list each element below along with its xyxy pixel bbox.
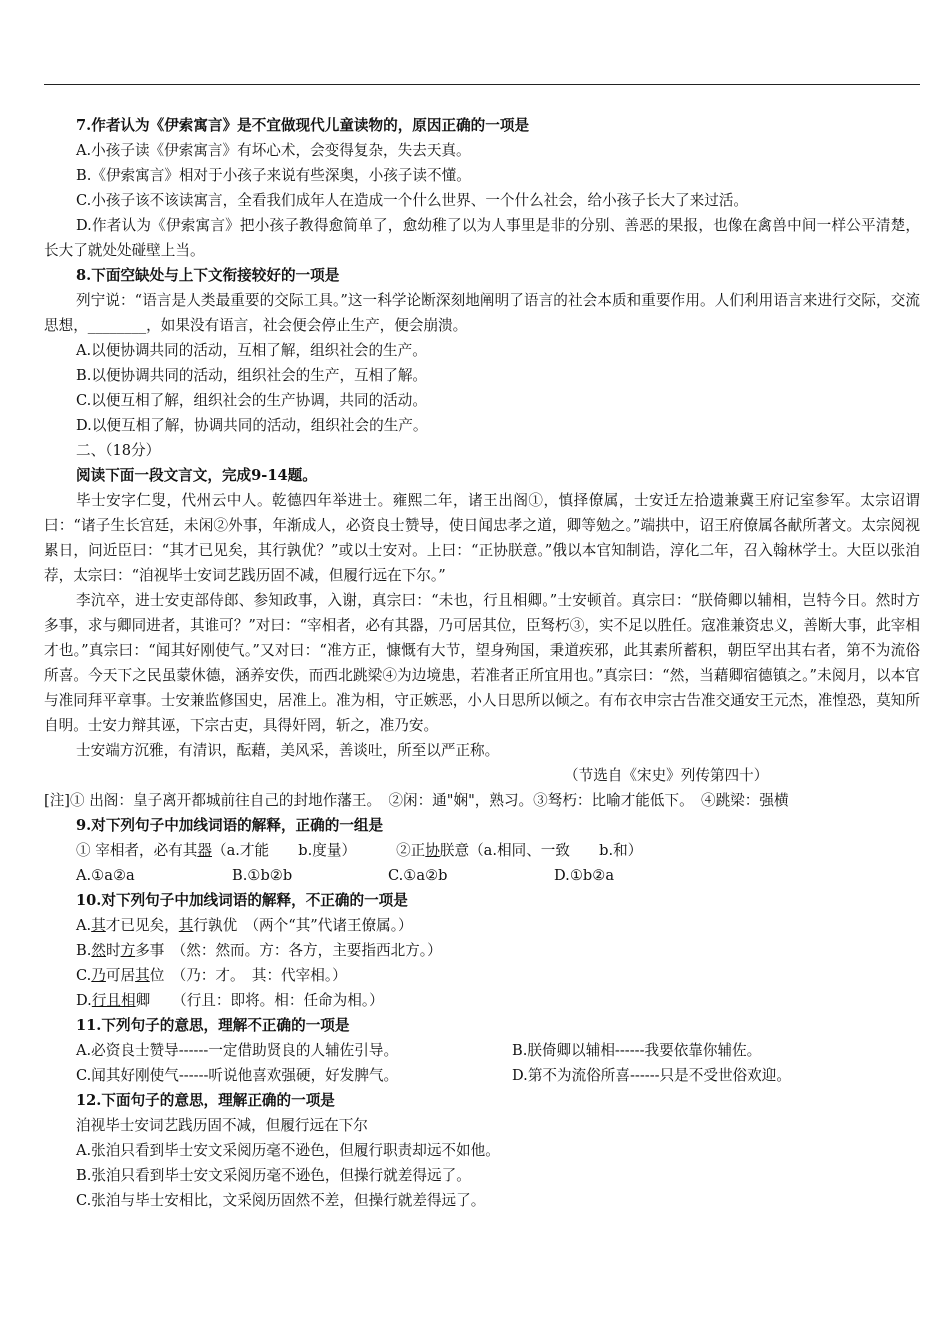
q9-item2-word: 协 (425, 842, 440, 859)
q10-stem: 10.对下列句子中加线词语的解释，不正确的一项是 (76, 892, 408, 909)
passage-paragraph-1: 毕士安字仁叟，代州云中人。乾德四年举进士。雍熙二年，诸王出阁①，慎择僚属，士安迁左拾遗兼冀王府记室参军。太宗诏谓曰：“诸子生长宫廷，未闲②外事，年渐成人，必资良士赞导，使日闻忠孝之道，卿等勉之。”端拱中，诏王府僚属各献所著文。太宗阅视累日，问近臣曰：“其才已见矣，其行孰优？”或以士安对。上曰：“正协朕意。”俄以本官知制诰，淳化二年，召入翰林学士。大臣以张洎荐，太宗曰：“洎视毕士安词艺践历固不减，但履行远在下尔。” (44, 492, 920, 584)
q10-b-post: 多事 （然：然而。方：各方，主要指西北方。） (135, 942, 442, 959)
q10-c-mid: 可居 (105, 967, 136, 984)
q10-b-label: B. (76, 942, 92, 959)
q10-option-d (44, 988, 920, 1013)
q10-option-c (44, 963, 920, 988)
q11-options-row1 (44, 1038, 920, 1063)
section-heading: 二、（18分） (76, 442, 161, 459)
q11-stem: 11.下列句子的意思，理解不正确的一项是 (76, 1017, 350, 1034)
q10-option-a (44, 913, 920, 938)
q11-option-c: C.闻其好刚使气------听说他喜欢强硬，好发脾气。 (76, 1067, 399, 1084)
passage-paragraph-2: 李沆卒，进士安吏部侍郎、参知政事，入谢，真宗曰：“未也，行且相卿。”士安顿首。真宗曰：“朕倚卿以辅相，岂特今日。然时方多事，求与卿同进者，其谁可？”对曰：“宰相者，必有其器，乃可居其位，臣驽朽③，实不足以胜任。寇准兼资忠义，善断大事，此宰相才也。”真宗曰：“闻其好刚使气。”又对曰：“准方正，慷慨有大节，望身殉国，秉道疾邪，此其素所蓄积，朝臣罕出其右者，第不为流俗所喜。今天下之民虽蒙休德，涵养安佚，而西北跳梁④为边境患，若准者正所宜用也。”真宗曰：“然，当藉卿宿德镇之。”未阅月，以本官与准同拜平章事。士安兼监修国史，居准上。准为相，守正嫉恶，小人日思所以倾之。有布衣申宗古告准交通安王元杰，准惶恐，莫知所自明。士安力辩其诬，下宗古吏，具得奸罔，斩之，准乃安。 (44, 592, 920, 734)
q9-option-c: C.①a②b (388, 867, 448, 884)
passage-note: [注]① 出阁：皇子离开都城前往自己的封地作藩王。 ②闲：通"娴"，熟习。③驽朽：比喻才能低下。 ④跳梁：强横 (44, 792, 789, 809)
q9-item1-post: （a.才能 b.度量） (212, 842, 357, 859)
q10-b-mid: 时 (105, 942, 121, 959)
q10-d-post: 卿 （行且：即将。相：任命为相。） (135, 992, 384, 1009)
q10-a-label: A. (76, 917, 92, 934)
q10-a-word2: 其 (178, 917, 194, 934)
q9-option-d: D.①b②a (554, 867, 615, 884)
q8-stem: 8.下面空缺处与上下文衔接较好的一项是 (76, 267, 340, 284)
q7-option-c: C.小孩子该不该读寓言，全看我们成年人在造成一个什么世界、一个什么社会，给小孩子长大了来过活。 (76, 192, 749, 209)
q10-b-word2: 方 (120, 942, 136, 959)
q10-option-b (44, 938, 920, 963)
q11-option-a: A.必资良士赞导------一定借助贤良的人辅佐引导。 (76, 1042, 399, 1059)
q9-item1-pre: ① 宰相者，必有其 (76, 842, 198, 859)
q11-options-row2 (44, 1063, 920, 1088)
q10-c-word2: 其 (135, 967, 150, 984)
q12-option-a: A.张洎只看到毕士安文采阅历毫不逊色，但履行职责却远不如他。 (76, 1142, 500, 1159)
passage-paragraph-3: 士安端方沉雅，有清识，酝藉，美风采，善谈吐，所至以严正称。 (76, 742, 500, 759)
q10-c-word1: 乃 (91, 967, 106, 984)
reading-instruction: 阅读下面一段文言文，完成9-14题。 (76, 467, 317, 484)
q10-b-word1: 然 (91, 942, 106, 959)
q10-d-word1: 行且相 (91, 992, 136, 1009)
top-rule (44, 84, 920, 85)
q9-options (44, 863, 920, 888)
q8-option-c: C.以便互相了解，组织社会的生产协调，共同的活动。 (76, 392, 427, 409)
q9-item2-post: 朕意（a.相同、一致 b.和） (439, 842, 643, 859)
q7-option-d: D.作者认为《伊索寓言》把小孩子教得愈简单了，愈幼稚了以为人事里是非的分别、善恶的果报，也像在禽兽中间一样公平清楚，长大了就处处碰壁上当。 (44, 217, 920, 259)
q8-option-b: B.以便协调共同的活动，组织社会的生产，互相了解。 (76, 367, 428, 384)
q7-stem: 7.作者认为《伊索寓言》是不宜做现代儿童读物的，原因正确的一项是 (76, 117, 530, 134)
q12-option-c: C.张洎与毕士安相比，文采阅历固然不差，但操行就差得远了。 (76, 1192, 486, 1209)
q10-c-label: C. (76, 967, 92, 984)
q10-a-word1: 其 (91, 917, 106, 934)
q8-passage: 列宁说：“语言是人类最重要的交际工具。”这一科学论断深刻地阐明了语言的社会本质和重要作用。人们利用语言来进行交际，交流思想，________，如果没有语言，社会便会停止生产，便会崩溃。 (44, 292, 920, 334)
q7-option-a: A.小孩子读《伊索寓言》有坏心术，会变得复杂，失去天真。 (76, 142, 471, 159)
q8-option-d: D.以便互相了解，协调共同的活动，组织社会的生产。 (76, 417, 428, 434)
q9-stem: 9.对下列句子中加线词语的解释，正确的一组是 (76, 817, 384, 834)
q10-a-post: 行孰优 （两个“其”代诸王僚属。） (193, 917, 413, 934)
q8-option-a: A.以便协调共同的活动，互相了解，组织社会的生产。 (76, 342, 427, 359)
q9-item1-word: 器 (197, 842, 212, 859)
q9-option-a: A.①a②a (76, 867, 135, 884)
q7-option-b: B.《伊索寓言》相对于小孩子来说有些深奥，小孩子读不懂。 (76, 167, 471, 184)
q10-d-label: D. (76, 992, 92, 1009)
q11-option-b: B.朕倚卿以辅相------我要依靠你辅佐。 (512, 1042, 762, 1059)
q12-stem: 12.下面句子的意思，理解正确的一项是 (76, 1092, 335, 1109)
q10-c-post: 位 （乃：才。 其：代宰相。） (149, 967, 347, 984)
exam-page (44, 113, 920, 1213)
passage-source: （节选自《宋史》列传第四十） (564, 767, 769, 784)
q9-option-b: B.①b②b (232, 867, 293, 884)
q12-sentence: 洎视毕士安词艺践历固不减，但履行远在下尔 (76, 1117, 368, 1134)
q9-item2-pre: ②正 (396, 842, 426, 859)
q9-items (44, 838, 920, 863)
q11-option-d: D.第不为流俗所喜------只是不受世俗欢迎。 (512, 1067, 791, 1084)
q10-a-mid: 才已见矣， (105, 917, 179, 934)
q12-option-b: B.张洎只看到毕士安文采阅历毫不逊色，但操行就差得远了。 (76, 1167, 471, 1184)
